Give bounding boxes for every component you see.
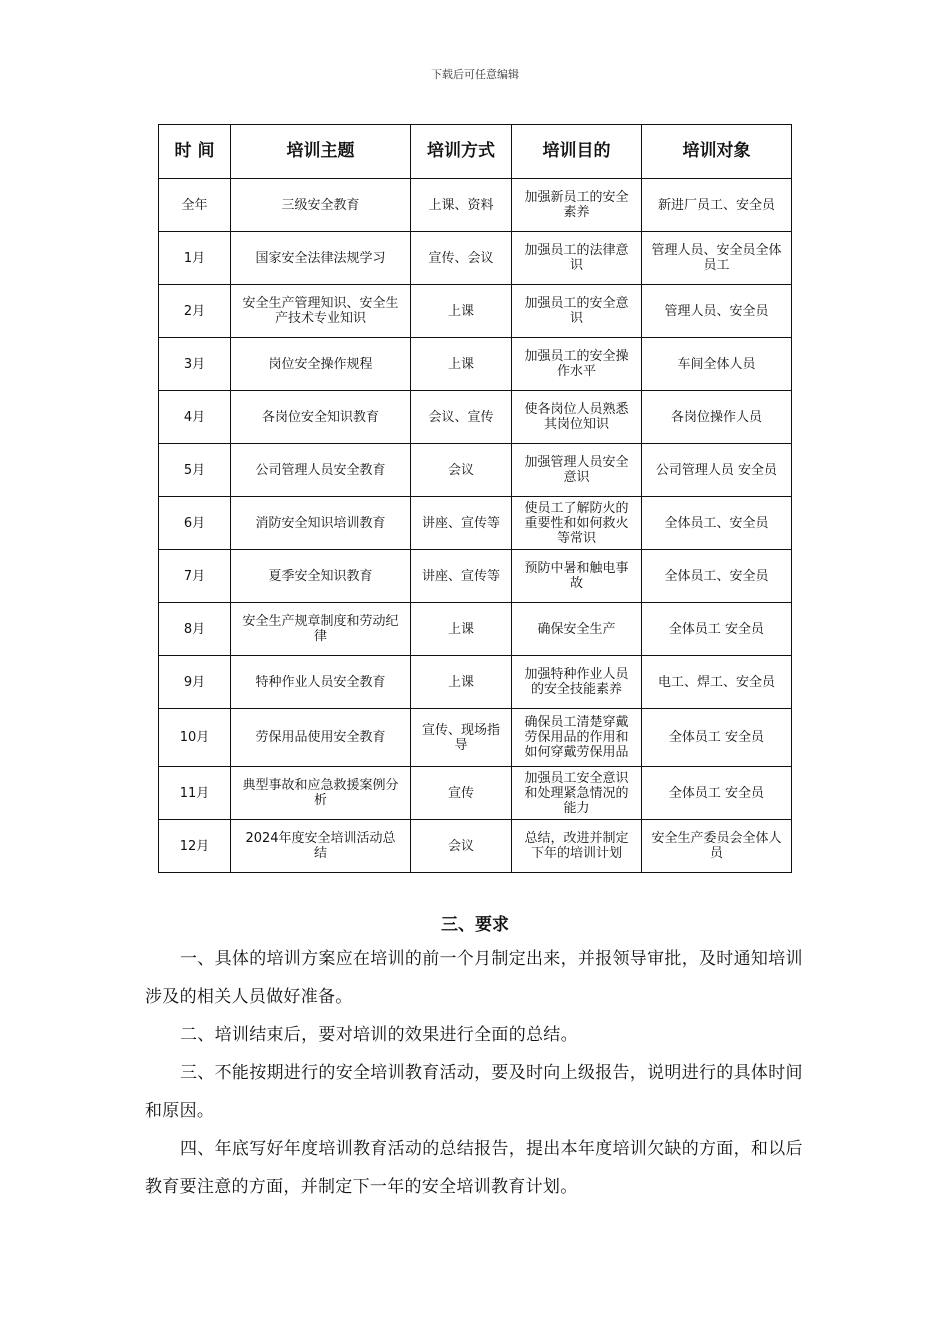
column-header-audience: 培训对象 bbox=[642, 125, 792, 179]
cell-time: 7月 bbox=[159, 550, 231, 603]
cell-topic: 三级安全教育 bbox=[231, 179, 411, 232]
cell-audience: 全体员工 安全员 bbox=[642, 709, 792, 767]
cell-purpose: 确保安全生产 bbox=[512, 603, 642, 656]
requirement-paragraph: 一、具体的培训方案应在培训的前一个月制定出来，并报领导审批，及时通知培训涉及的相关人员做好准备。 bbox=[145, 949, 803, 1007]
cell-topic: 公司管理人员安全教育 bbox=[231, 444, 411, 497]
cell-purpose: 总结，改进并制定下年的培训计划 bbox=[512, 820, 642, 873]
table-row bbox=[159, 444, 792, 497]
cell-time: 5月 bbox=[159, 444, 231, 497]
cell-method: 讲座、宣传等 bbox=[411, 497, 512, 550]
cell-audience: 全体员工、安全员 bbox=[642, 550, 792, 603]
cell-audience: 电工、焊工、安全员 bbox=[642, 656, 792, 709]
table-row bbox=[159, 820, 792, 873]
cell-time: 10月 bbox=[159, 709, 231, 767]
table-row bbox=[159, 656, 792, 709]
column-header-purpose: 培训目的 bbox=[512, 125, 642, 179]
cell-audience: 管理人员、安全员 bbox=[642, 285, 792, 338]
cell-purpose: 加强管理人员安全意识 bbox=[512, 444, 642, 497]
cell-method: 上课 bbox=[411, 603, 512, 656]
cell-purpose: 确保员工清楚穿戴劳保用品的作用和如何穿戴劳保用品 bbox=[512, 709, 642, 767]
cell-method: 会议 bbox=[411, 820, 512, 873]
table-row bbox=[159, 603, 792, 656]
cell-time: 8月 bbox=[159, 603, 231, 656]
cell-method: 宣传、现场指导 bbox=[411, 709, 512, 767]
table-row bbox=[159, 497, 792, 550]
cell-time: 12月 bbox=[159, 820, 231, 873]
cell-time: 11月 bbox=[159, 767, 231, 820]
cell-topic: 典型事故和应急救援案例分析 bbox=[231, 767, 411, 820]
cell-topic: 各岗位安全知识教育 bbox=[231, 391, 411, 444]
cell-topic: 2024年度安全培训活动总结 bbox=[231, 820, 411, 873]
cell-audience: 全体员工 安全员 bbox=[642, 603, 792, 656]
table-row bbox=[159, 550, 792, 603]
cell-audience: 全体员工、安全员 bbox=[642, 497, 792, 550]
cell-purpose: 加强员工的安全操作水平 bbox=[512, 338, 642, 391]
cell-topic: 消防安全知识培训教育 bbox=[231, 497, 411, 550]
cell-time: 1月 bbox=[159, 232, 231, 285]
cell-audience: 安全生产委员会全体人员 bbox=[642, 820, 792, 873]
cell-audience: 车间全体人员 bbox=[642, 338, 792, 391]
cell-method: 宣传 bbox=[411, 767, 512, 820]
column-header-method: 培训方式 bbox=[411, 125, 512, 179]
table-row bbox=[159, 285, 792, 338]
table-row bbox=[159, 767, 792, 820]
table-row bbox=[159, 391, 792, 444]
cell-method: 上课 bbox=[411, 338, 512, 391]
cell-time: 6月 bbox=[159, 497, 231, 550]
cell-method: 上课、资料 bbox=[411, 179, 512, 232]
table-header-row bbox=[159, 125, 792, 179]
cell-time: 3月 bbox=[159, 338, 231, 391]
cell-method: 会议 bbox=[411, 444, 512, 497]
requirement-paragraph: 四、年底写好年度培训教育活动的总结报告，提出本年度培训欠缺的方面，和以后教育要注意的方面，并制定下一年的安全培训教育计划。 bbox=[145, 1139, 803, 1197]
page-header-note: 下载后可任意编辑 bbox=[431, 68, 519, 81]
requirement-paragraph: 二、培训结束后，要对培训的效果进行全面的总结。 bbox=[180, 1025, 578, 1045]
cell-audience: 全体员工 安全员 bbox=[642, 767, 792, 820]
cell-purpose: 使各岗位人员熟悉其岗位知识 bbox=[512, 391, 642, 444]
cell-topic: 劳保用品使用安全教育 bbox=[231, 709, 411, 767]
cell-time: 9月 bbox=[159, 656, 231, 709]
cell-topic: 国家安全法律法规学习 bbox=[231, 232, 411, 285]
column-header-time: 时 间 bbox=[159, 125, 231, 179]
cell-audience: 管理人员、安全员全体员工 bbox=[642, 232, 792, 285]
table-row bbox=[159, 232, 792, 285]
cell-time: 2月 bbox=[159, 285, 231, 338]
training-plan-table bbox=[158, 124, 792, 873]
cell-method: 讲座、宣传等 bbox=[411, 550, 512, 603]
cell-topic: 岗位安全操作规程 bbox=[231, 338, 411, 391]
table-row bbox=[159, 179, 792, 232]
cell-purpose: 加强员工的安全意识 bbox=[512, 285, 642, 338]
cell-purpose: 加强特种作业人员的安全技能素养 bbox=[512, 656, 642, 709]
cell-topic: 夏季安全知识教育 bbox=[231, 550, 411, 603]
column-header-topic: 培训主题 bbox=[231, 125, 411, 179]
cell-audience: 各岗位操作人员 bbox=[642, 391, 792, 444]
cell-audience: 新进厂员工、安全员 bbox=[642, 179, 792, 232]
table-row bbox=[159, 709, 792, 767]
cell-purpose: 加强员工安全意识和处理紧急情况的能力 bbox=[512, 767, 642, 820]
cell-purpose: 加强新员工的安全素养 bbox=[512, 179, 642, 232]
cell-method: 上课 bbox=[411, 656, 512, 709]
cell-method: 上课 bbox=[411, 285, 512, 338]
requirements-heading: 三、要求 bbox=[441, 915, 509, 935]
cell-topic: 特种作业人员安全教育 bbox=[231, 656, 411, 709]
requirement-paragraph: 三、不能按期进行的安全培训教育活动，要及时向上级报告，说明进行的具体时间和原因。 bbox=[145, 1063, 803, 1121]
cell-method: 会议、宣传 bbox=[411, 391, 512, 444]
cell-purpose: 预防中暑和触电事故 bbox=[512, 550, 642, 603]
cell-method: 宣传、会议 bbox=[411, 232, 512, 285]
cell-purpose: 加强员工的法律意识 bbox=[512, 232, 642, 285]
cell-time: 全年 bbox=[159, 179, 231, 232]
cell-topic: 安全生产规章制度和劳动纪律 bbox=[231, 603, 411, 656]
cell-audience: 公司管理人员 安全员 bbox=[642, 444, 792, 497]
cell-topic: 安全生产管理知识、安全生产技术专业知识 bbox=[231, 285, 411, 338]
table-row bbox=[159, 338, 792, 391]
cell-time: 4月 bbox=[159, 391, 231, 444]
cell-purpose: 使员工了解防火的重要性和如何救火等常识 bbox=[512, 497, 642, 550]
